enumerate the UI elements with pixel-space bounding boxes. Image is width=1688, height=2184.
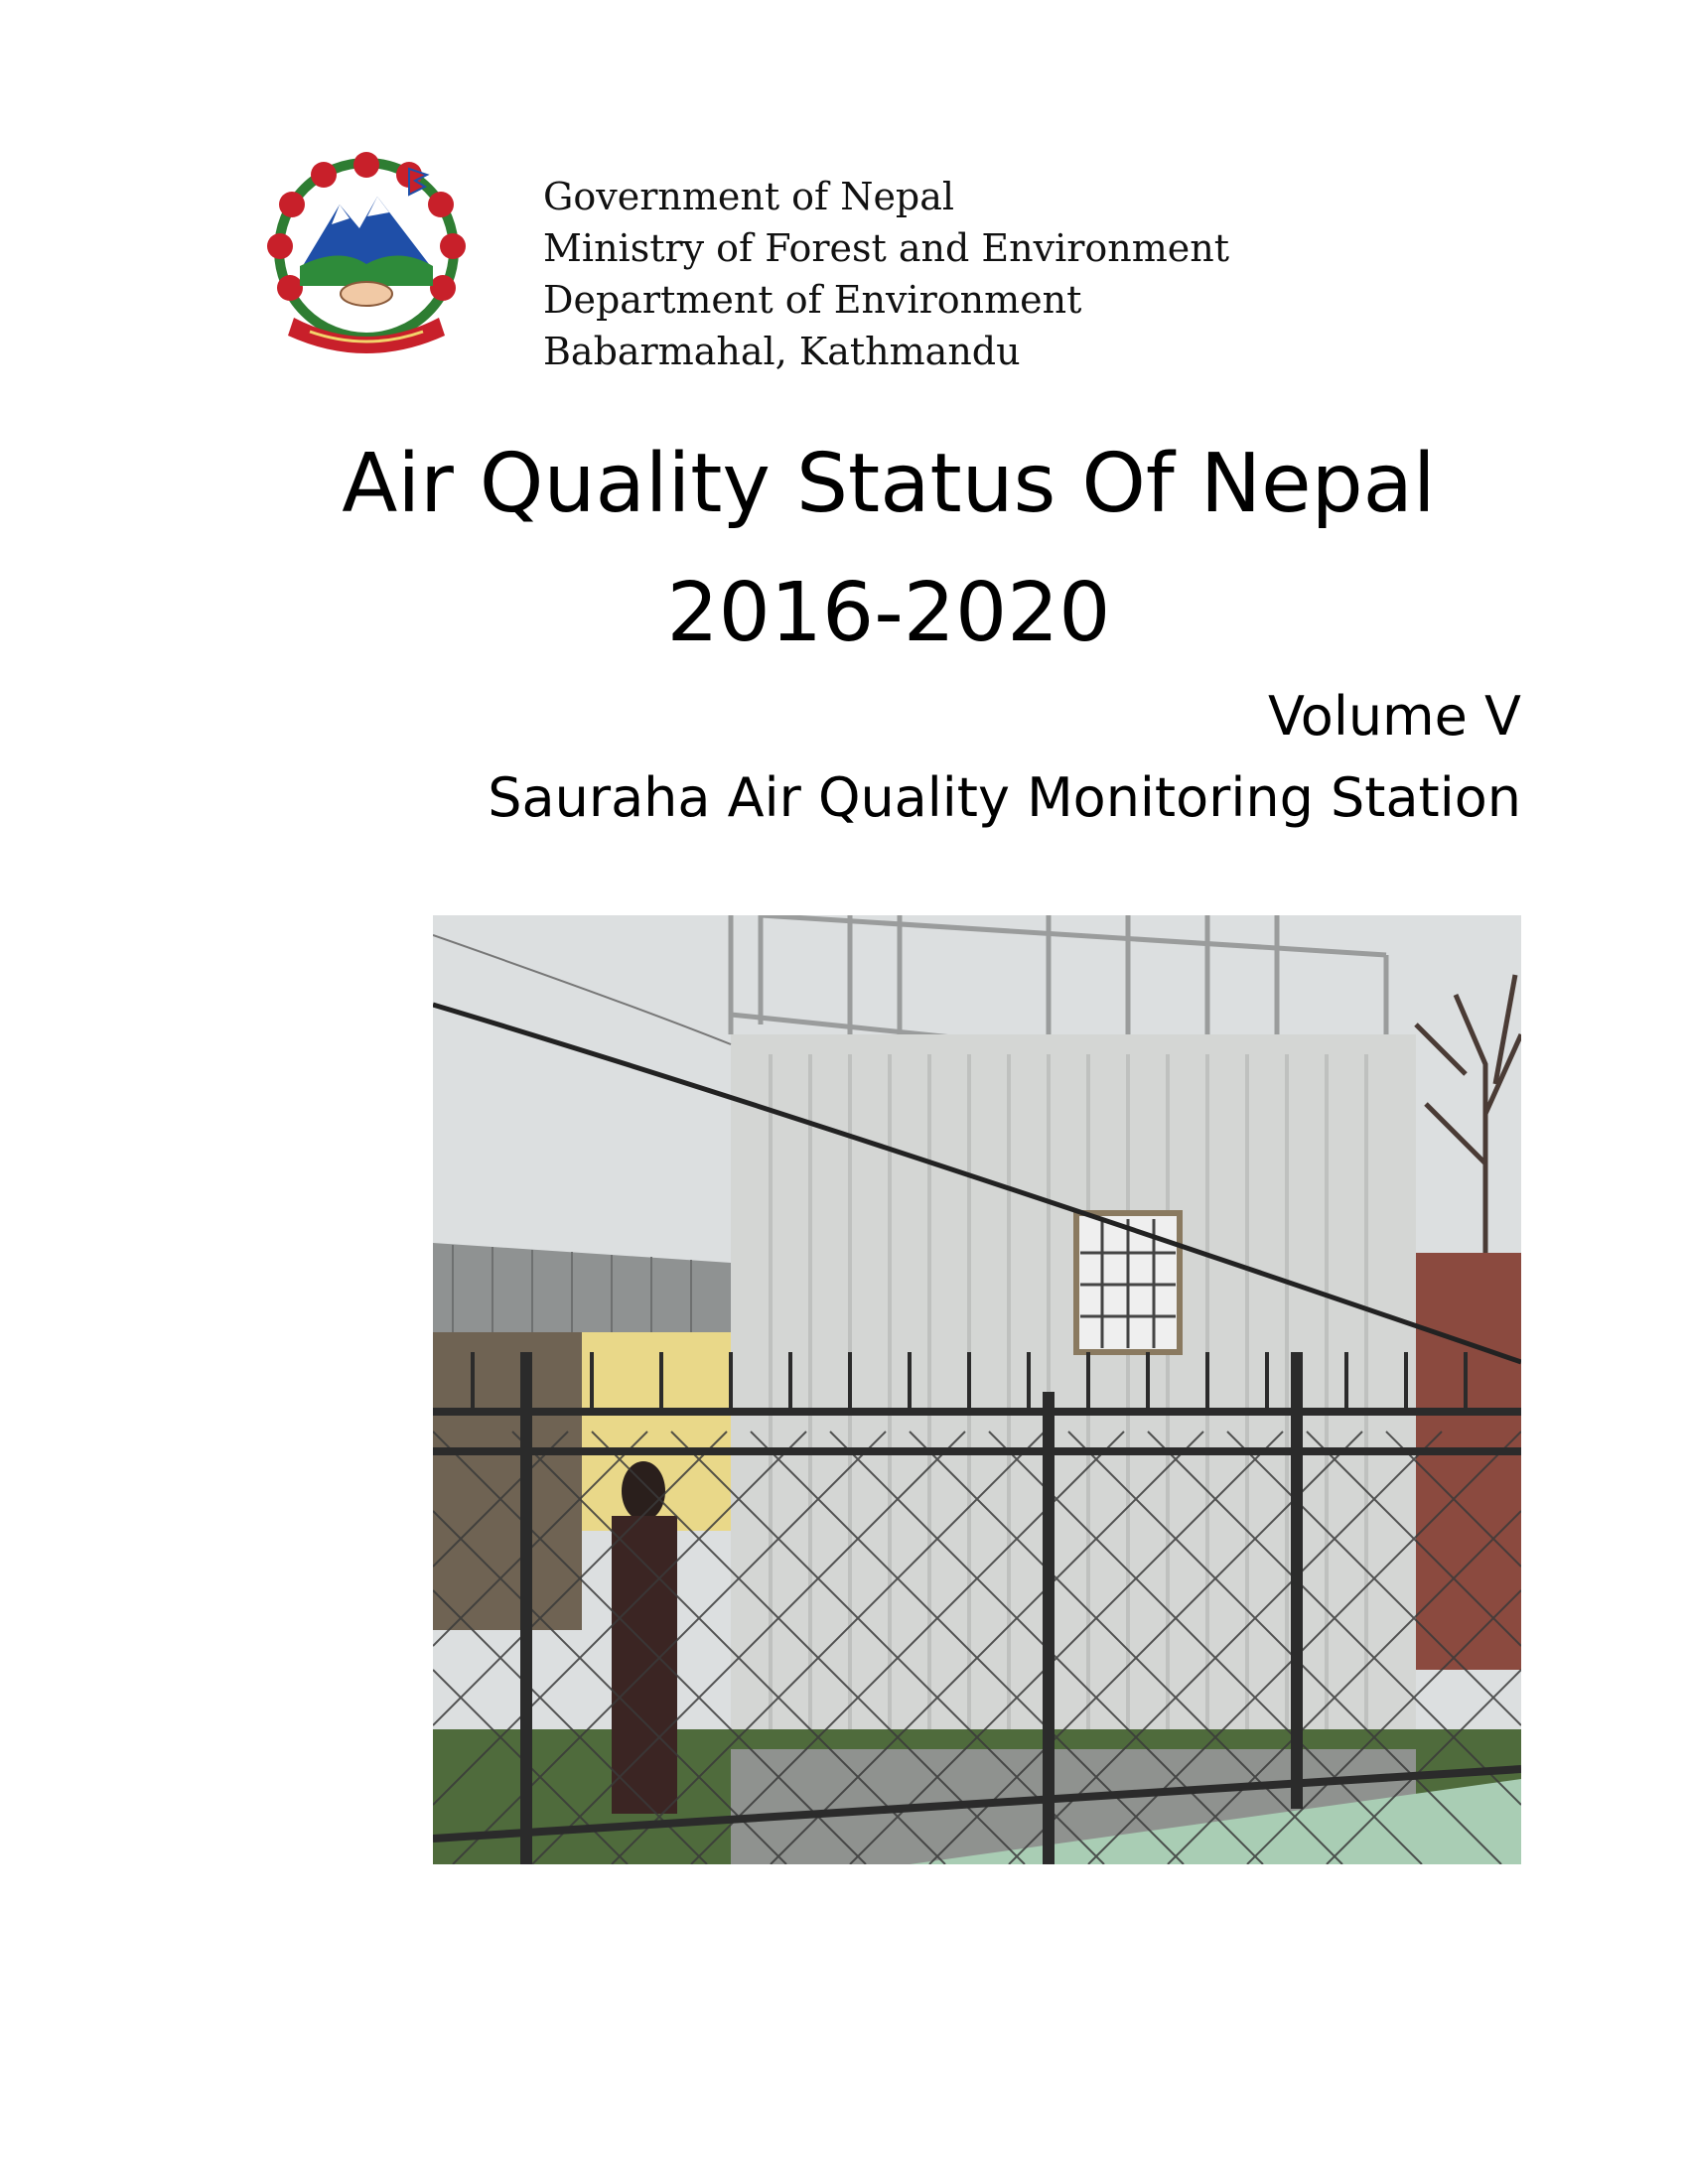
report-years: 2016-2020 <box>666 566 1111 660</box>
header-line-department: Department of Environment <box>543 278 1082 322</box>
header-line-government: Government of Nepal <box>543 175 955 218</box>
government-header <box>543 171 1229 377</box>
station-photo <box>433 915 1521 1864</box>
header-line-ministry: Ministry of Forest and Environment <box>543 226 1230 270</box>
header-line-address: Babarmahal, Kathmandu <box>543 330 1021 373</box>
nepal-government-emblem <box>260 147 473 359</box>
station-name: Sauraha Air Quality Monitoring Station <box>488 766 1521 829</box>
volume-label: Volume V <box>1268 685 1521 748</box>
report-title: Air Quality Status Of Nepal <box>342 437 1436 531</box>
